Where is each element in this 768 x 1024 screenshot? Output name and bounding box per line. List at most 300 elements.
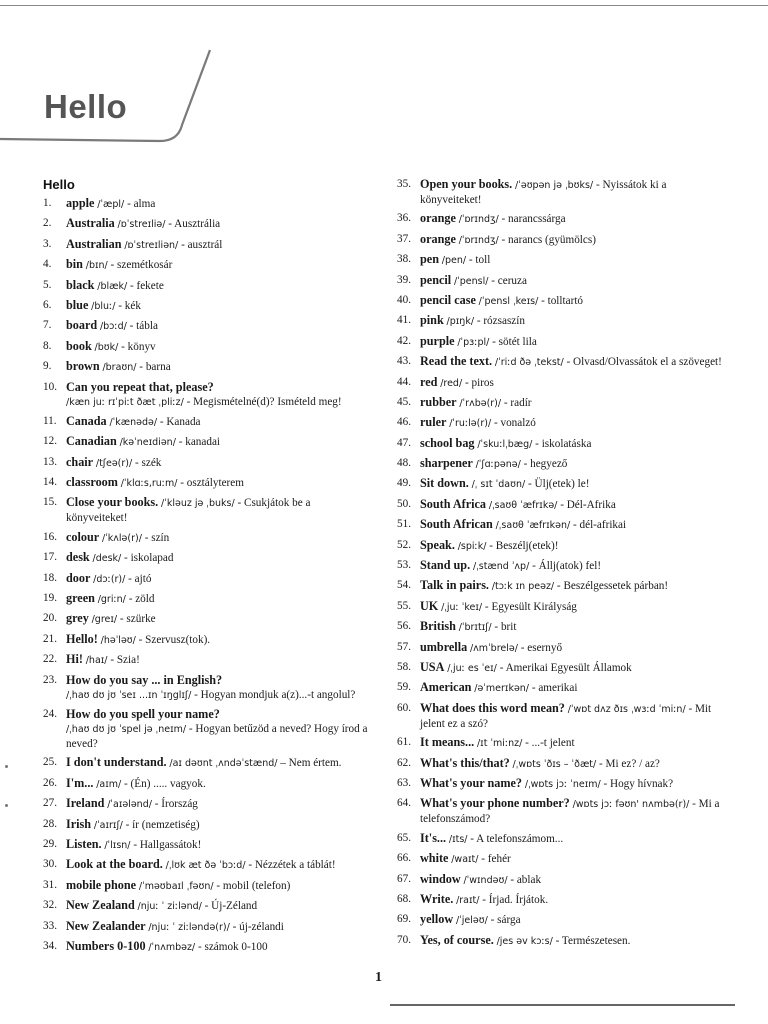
entry-translation: - iskolatáska xyxy=(535,437,592,450)
entry-number: 34. xyxy=(43,939,57,952)
entry-pronunciation: /ˈʃɑːpənə/ xyxy=(475,459,521,471)
entry-number: 62. xyxy=(397,756,411,769)
vocab-entry xyxy=(43,755,368,771)
entry-translation: - ceruza xyxy=(491,274,527,287)
vocab-entry xyxy=(397,517,727,533)
entry-pronunciation: /ˈpensl/ xyxy=(453,275,489,287)
entry-body xyxy=(66,237,368,253)
entry-body xyxy=(420,436,727,452)
entry-word: I don't understand. xyxy=(66,755,167,770)
entry-body xyxy=(66,837,368,853)
vocab-entry xyxy=(397,892,727,908)
entry-word: Canadian xyxy=(66,434,117,449)
entry-pronunciation: /bluː/ xyxy=(91,300,116,312)
entry-translation: - Csukjátok be a könyveiteket! xyxy=(66,497,311,525)
vocab-entry xyxy=(43,878,368,894)
entry-translation: - piros xyxy=(464,376,494,389)
entry-word: Stand up. xyxy=(420,558,471,573)
entry-word: brown xyxy=(66,359,100,374)
vocab-entry xyxy=(43,652,368,668)
entry-translation: - Amerikai Egyesült Államok xyxy=(499,661,632,674)
entry-pronunciation: /ɪt ˈmiːnz/ xyxy=(476,738,523,750)
entry-pronunciation: /ˈwɒt dʌz ðɪs ˌwɜːd ˈmiːn/ xyxy=(567,703,686,715)
entry-word: Canada xyxy=(66,413,107,428)
header-curve-decoration xyxy=(0,0,230,160)
entry-number: 41. xyxy=(397,314,411,327)
entry-number: 66. xyxy=(397,852,411,865)
entry-translation: - Szia! xyxy=(110,654,140,667)
entry-pronunciation: /ɒˈstreɪliən/ xyxy=(124,239,179,251)
entry-word: New Zealander xyxy=(66,918,146,933)
entry-pronunciation: /ˈbrɪtɪʃ/ xyxy=(458,622,492,634)
entry-word: South African xyxy=(420,517,493,532)
entry-number: 68. xyxy=(397,892,411,905)
entry-pronunciation: /ɪts/ xyxy=(448,833,468,845)
entry-word: bin xyxy=(66,257,83,272)
entry-pronunciation: /waɪt/ xyxy=(451,854,479,866)
entry-translation: - szín xyxy=(144,531,170,544)
entry-number: 61. xyxy=(397,736,411,749)
entry-body xyxy=(420,415,727,431)
vocab-entry xyxy=(397,476,727,492)
entry-translation: - Megismételné(d)? Ismételd meg! xyxy=(186,395,342,408)
vocab-entry xyxy=(397,334,727,350)
entry-translation: - tolltartó xyxy=(541,294,584,307)
entry-word: Close your books. xyxy=(66,495,159,510)
entry-word: rubber xyxy=(420,394,457,409)
entry-number: 9. xyxy=(43,360,52,373)
entry-body xyxy=(66,939,368,955)
vocab-entry xyxy=(43,550,368,566)
section-title: Hello xyxy=(43,177,75,192)
entry-body xyxy=(420,933,727,949)
entry-translation: - sárga xyxy=(490,914,521,927)
entry-pronunciation: /ˈjeləʊ/ xyxy=(455,915,488,927)
entry-translation: - ajtó xyxy=(128,572,152,585)
entry-body xyxy=(66,298,368,314)
vocab-entry xyxy=(397,872,727,888)
entry-number: 32. xyxy=(43,899,57,912)
entry-word: Open your books. xyxy=(420,177,513,191)
entry-number: 57. xyxy=(397,640,411,653)
vocab-entry xyxy=(43,359,368,375)
bottom-rule xyxy=(390,1004,735,1006)
entry-pronunciation: /ˈriːd ðə ˌtekst/ xyxy=(494,357,564,369)
vocab-entry xyxy=(43,339,368,355)
entry-number: 56. xyxy=(397,620,411,633)
entry-pronunciation: /əˈmerɪkən/ xyxy=(474,683,530,695)
entry-word: Write. xyxy=(420,891,454,906)
vocab-entry xyxy=(43,257,368,273)
entry-pronunciation: /njuː ˈ ziːləndə(r)/ xyxy=(148,921,230,933)
entry-number: 40. xyxy=(397,293,411,306)
entry-body xyxy=(66,919,368,935)
entry-word: door xyxy=(66,570,91,585)
entry-translation: - dél-afrikai xyxy=(572,519,627,532)
entry-pronunciation: /ˈklɑːs,ruːm/ xyxy=(120,478,178,490)
entry-translation: - Egyesült Királyság xyxy=(484,600,577,613)
vocab-entry xyxy=(43,196,368,212)
entry-pronunciation: /griːn/ xyxy=(97,594,126,606)
entry-word: What's your name? xyxy=(420,775,523,790)
entry-number: 24. xyxy=(43,707,57,720)
entry-pronunciation: /desk/ xyxy=(92,553,122,565)
entry-pronunciation: /ˈpɜːpl/ xyxy=(457,336,490,348)
entry-number: 3. xyxy=(43,237,52,250)
entry-translation: - Új-Zéland xyxy=(204,900,258,913)
entry-word: Irish xyxy=(66,816,92,831)
entry-pronunciation: /haɪ/ xyxy=(85,655,108,667)
entry-body xyxy=(66,673,368,703)
margin-mark xyxy=(5,804,8,807)
entry-word: desk xyxy=(66,550,90,565)
entry-word: Hello! xyxy=(66,631,98,646)
margin-mark xyxy=(5,765,8,768)
entry-pronunciation: /pɪŋk/ xyxy=(446,316,475,328)
entry-translation: - Írjad. Írjátok. xyxy=(482,893,549,906)
entry-body xyxy=(66,475,368,491)
entry-number: 6. xyxy=(43,298,52,311)
entry-word: school bag xyxy=(420,435,475,450)
vocab-entry xyxy=(43,817,368,833)
entry-translation: - narancssárga xyxy=(501,213,566,226)
entry-translation: - rózsaszín xyxy=(476,315,525,328)
vocab-entry xyxy=(397,273,727,289)
entry-number: 37. xyxy=(397,232,411,245)
entry-number: 46. xyxy=(397,416,411,429)
entry-translation: - Írország xyxy=(154,798,198,811)
entry-translation: - tábla xyxy=(129,320,158,333)
entry-pronunciation: /ˈaɪələnd/ xyxy=(107,799,152,811)
entry-word: grey xyxy=(66,611,89,626)
entry-body xyxy=(66,455,368,471)
vocab-entry xyxy=(43,434,368,450)
vocab-entry xyxy=(397,395,727,411)
vocab-entry xyxy=(397,776,727,792)
vocab-entry xyxy=(43,571,368,587)
vocab-entry xyxy=(43,857,368,873)
entry-translation: - (Én) ..... vagyok. xyxy=(124,777,206,790)
entry-number: 69. xyxy=(397,913,411,926)
vocab-entry xyxy=(43,632,368,648)
entry-word: blue xyxy=(66,297,89,312)
entry-pronunciation: /ˈwɪndəʊ/ xyxy=(463,874,508,886)
entry-body xyxy=(420,619,727,635)
entry-body xyxy=(420,232,727,248)
entry-number: 47. xyxy=(397,436,411,449)
entry-translation: - Beszélj(etek)! xyxy=(489,539,559,552)
vocab-entry xyxy=(397,640,727,656)
entry-pronunciation: /ˌhaʊ dʊ jʊ ˈseɪ ...ɪn ˈɪŋglɪʃ/ xyxy=(66,689,192,701)
entry-word: ruler xyxy=(420,415,447,430)
entry-pronunciation: /ˌwɒts ˈðɪs – ˈðæt/ xyxy=(512,758,597,770)
entry-word: Look at the board. xyxy=(66,857,163,872)
entry-number: 28. xyxy=(43,817,57,830)
entry-pronunciation: /ˈkʌlə(r)/ xyxy=(101,532,142,544)
entry-translation: - Mit jelent ez a szó? xyxy=(420,702,712,730)
entry-pronunciation: /raɪt/ xyxy=(456,894,480,906)
entry-body xyxy=(420,313,727,329)
entry-body xyxy=(420,756,727,772)
vocab-entry xyxy=(397,912,727,928)
entry-translation: - szék xyxy=(135,456,162,469)
entry-number: 59. xyxy=(397,681,411,694)
entry-translation: - esernyő xyxy=(520,641,563,654)
entry-body xyxy=(66,530,368,546)
entry-number: 70. xyxy=(397,933,411,946)
entry-body xyxy=(420,177,727,207)
entry-body xyxy=(420,892,727,908)
vocab-entry xyxy=(43,796,368,812)
entry-body xyxy=(420,599,727,615)
entry-body xyxy=(66,196,368,212)
entry-number: 31. xyxy=(43,878,57,891)
entry-number: 13. xyxy=(43,455,57,468)
entry-pronunciation: /ˌjuː ˈkeɪ/ xyxy=(441,601,483,613)
entry-number: 63. xyxy=(397,776,411,789)
vocab-entry xyxy=(397,354,727,370)
entry-word: Yes, of course. xyxy=(420,932,494,947)
entry-pronunciation: /həˈləʊ/ xyxy=(100,634,136,646)
entry-pronunciation: /tʃeə(r)/ xyxy=(95,457,133,469)
entry-number: 19. xyxy=(43,592,57,605)
entry-body xyxy=(420,796,727,826)
entry-translation: - fehér xyxy=(481,853,511,866)
entry-number: 23. xyxy=(43,673,57,686)
entry-pronunciation: /ˈskuːlˌbæg/ xyxy=(477,438,533,450)
entry-pronunciation: /ˈɒrɪndʒ/ xyxy=(458,234,499,246)
vocab-entry xyxy=(43,530,368,546)
entry-body xyxy=(66,632,368,648)
entry-number: 10. xyxy=(43,380,57,393)
entry-body xyxy=(420,517,727,533)
entry-translation: - sötét lila xyxy=(492,335,537,348)
entry-word: apple xyxy=(66,196,95,210)
entry-body xyxy=(420,680,727,696)
entry-number: 55. xyxy=(397,599,411,612)
entry-number: 22. xyxy=(43,653,57,666)
entry-number: 14. xyxy=(43,476,57,489)
entry-body xyxy=(66,359,368,375)
vocab-entry xyxy=(397,796,727,826)
entry-translation: - Szervusz(tok). xyxy=(138,633,211,646)
entry-number: 44. xyxy=(397,375,411,388)
vocab-entry xyxy=(43,898,368,914)
vocab-entry xyxy=(397,680,727,696)
entry-word: red xyxy=(420,374,438,389)
entry-pronunciation: /ɒˈstreɪliə/ xyxy=(117,219,166,231)
vocab-entry xyxy=(43,237,368,253)
entry-pronunciation: /ˈaɪrɪʃ/ xyxy=(93,819,123,831)
entry-pronunciation: /ˈnʌmbəz/ xyxy=(148,941,196,953)
entry-number: 50. xyxy=(397,497,411,510)
entry-pronunciation: /ˈpensl ˌkeɪs/ xyxy=(478,295,539,307)
entry-body xyxy=(66,414,368,430)
entry-translation: - szemétkosár xyxy=(110,259,173,272)
entry-body xyxy=(420,776,727,792)
entry-word: Read the text. xyxy=(420,354,493,369)
entry-translation: - Hogyan betűzöd a neved? Hogy írod a neved? xyxy=(66,722,368,750)
entry-pronunciation: /kəˈneɪdiən/ xyxy=(119,437,176,449)
vocab-entry xyxy=(397,293,727,309)
entry-body xyxy=(66,796,368,812)
entry-pronunciation: /aɪm/ xyxy=(96,778,122,790)
entry-pronunciation: /aɪ dəʊnt ˌʌndəˈstænd/ xyxy=(169,758,278,770)
entry-body xyxy=(66,776,368,792)
entry-number: 11. xyxy=(43,414,57,427)
entry-pronunciation: /ˈrʌbə(r)/ xyxy=(459,397,502,409)
entry-number: 36. xyxy=(397,212,411,225)
entry-translation: - ír (nemzetiség) xyxy=(125,818,200,831)
vocab-entry xyxy=(397,933,727,949)
entry-translation: - Beszélgessetek párban! xyxy=(556,580,669,593)
entry-word: What does this word mean? xyxy=(420,700,565,715)
entry-pronunciation: /red/ xyxy=(440,377,463,389)
entry-translation: - Hogy hívnak? xyxy=(603,777,674,790)
entry-translation: - amerikai xyxy=(531,682,578,695)
entry-body xyxy=(420,701,727,731)
entry-translation: - Állj(atok) fel! xyxy=(532,560,602,573)
entry-body xyxy=(420,660,727,676)
entry-pronunciation: /ˌlʊk æt ðə ˈbɔːd/ xyxy=(165,860,246,872)
entry-number: 8. xyxy=(43,339,52,352)
entry-pronunciation: /bɔːd/ xyxy=(99,321,127,333)
entry-translation: - szürke xyxy=(119,613,156,626)
vocab-entry xyxy=(43,776,368,792)
entry-translation: - mobil (telefon) xyxy=(216,879,291,892)
vocab-entry xyxy=(397,252,727,268)
entry-translation: - Természetesen. xyxy=(555,934,631,947)
entry-word: UK xyxy=(420,598,439,613)
entry-pronunciation: /wɒts jɔː fəʊn' nʌmbə(r)/ xyxy=(572,799,690,811)
entry-body xyxy=(66,898,368,914)
entry-word: pen xyxy=(420,252,439,267)
entry-pronunciation: /bɪn/ xyxy=(85,260,108,272)
entry-body xyxy=(420,538,727,554)
entry-translation: - Hallgassátok! xyxy=(133,838,202,851)
entry-translation: - Olvasd/Olvassátok el a szöveget! xyxy=(566,356,722,369)
entry-word: book xyxy=(66,338,92,353)
entry-number: 33. xyxy=(43,919,57,932)
entry-pronunciation: /ˈkləuz jə ˌbuks/ xyxy=(161,498,235,510)
entry-number: 49. xyxy=(397,477,411,490)
entry-body xyxy=(66,611,368,627)
vocab-entry xyxy=(43,939,368,955)
entry-pronunciation: /ˈruːlə(r)/ xyxy=(449,418,492,430)
entry-number: 38. xyxy=(397,253,411,266)
entry-translation: - Kanada xyxy=(159,415,201,428)
entry-pronunciation: /bʊk/ xyxy=(94,341,119,353)
entry-word: Speak. xyxy=(420,537,455,552)
entry-pronunciation: /ˌsaʊθ ˈæfrɪkən/ xyxy=(495,520,571,532)
entry-pronunciation: /ˈməʊbaɪl ˌfəʊn/ xyxy=(138,880,214,892)
entry-number: 16. xyxy=(43,530,57,543)
vocab-entry xyxy=(397,436,727,452)
entry-word: Ireland xyxy=(66,796,105,811)
entry-word: South Africa xyxy=(420,496,487,511)
entry-number: 12. xyxy=(43,435,57,448)
entry-number: 42. xyxy=(397,334,411,347)
vocab-entry xyxy=(397,735,727,751)
entry-word: white xyxy=(420,851,449,866)
entry-number: 27. xyxy=(43,797,57,810)
entry-translation: - brit xyxy=(494,621,517,634)
entry-body xyxy=(66,652,368,668)
entry-pronunciation: /jes əv kɔːs/ xyxy=(496,935,553,947)
vocab-column-right xyxy=(397,177,727,953)
vocab-entry xyxy=(397,558,727,574)
entry-word: mobile phone xyxy=(66,877,137,892)
entry-number: 53. xyxy=(397,559,411,572)
vocab-entry xyxy=(43,837,368,853)
entry-translation: - hegyező xyxy=(523,458,568,471)
vocab-entry xyxy=(43,380,368,410)
entry-body xyxy=(66,755,368,771)
entry-translation: - fekete xyxy=(129,279,164,292)
entry-translation: - Ülj(etek) le! xyxy=(527,478,590,491)
entry-translation: - alma xyxy=(127,198,156,210)
vocab-entry xyxy=(43,673,368,703)
entry-pronunciation: /blæk/ xyxy=(97,280,128,292)
entry-pronunciation: /ˈlɪsn/ xyxy=(104,839,131,851)
entry-translation: - Hogyan mondjuk a(z)...-t angolul? xyxy=(194,688,356,701)
entry-number: 26. xyxy=(43,776,57,789)
entry-number: 45. xyxy=(397,395,411,408)
entry-translation: - kanadai xyxy=(178,436,221,449)
entry-word: umbrella xyxy=(420,639,468,654)
entry-word: board xyxy=(66,318,98,333)
entry-body xyxy=(420,851,727,867)
entry-body xyxy=(420,293,727,309)
entry-pronunciation: /ˈɒrɪndʒ/ xyxy=(458,214,499,226)
entry-word: Listen. xyxy=(66,836,102,851)
entry-number: 17. xyxy=(43,551,57,564)
vocab-entry xyxy=(43,475,368,491)
entry-number: 15. xyxy=(43,496,57,509)
entry-pronunciation: /ˌ sɪt ˈdaʊn/ xyxy=(471,479,526,491)
entry-body xyxy=(66,318,368,334)
entry-word: American xyxy=(420,680,472,695)
entry-number: 65. xyxy=(397,831,411,844)
entry-word: Australia xyxy=(66,216,115,231)
vocab-entry xyxy=(397,456,727,472)
vocab-entry xyxy=(397,660,727,676)
entry-word: window xyxy=(420,871,461,886)
entry-number: 7. xyxy=(43,319,52,332)
vocab-entry xyxy=(43,216,368,232)
entry-pronunciation: /ˈæpl/ xyxy=(97,199,125,210)
entry-translation: - Mi a telefonszámod? xyxy=(420,798,720,826)
entry-body xyxy=(66,495,368,525)
entry-number: 67. xyxy=(397,872,411,885)
entry-word: green xyxy=(66,591,95,606)
entry-body xyxy=(66,591,368,607)
vocab-entry xyxy=(43,707,368,751)
entry-number: 60. xyxy=(397,701,411,714)
vocab-entry xyxy=(397,756,727,772)
entry-pronunciation: /greɪ/ xyxy=(91,614,118,626)
vocab-entry xyxy=(43,278,368,294)
entry-number: 30. xyxy=(43,858,57,871)
entry-word: classroom xyxy=(66,475,118,490)
vocab-entry xyxy=(397,375,727,391)
entry-body xyxy=(66,707,368,751)
entry-body xyxy=(66,278,368,294)
entry-word: purple xyxy=(420,333,455,348)
entry-body xyxy=(66,434,368,450)
entry-translation: - kék xyxy=(118,299,141,312)
entry-body xyxy=(420,395,727,411)
